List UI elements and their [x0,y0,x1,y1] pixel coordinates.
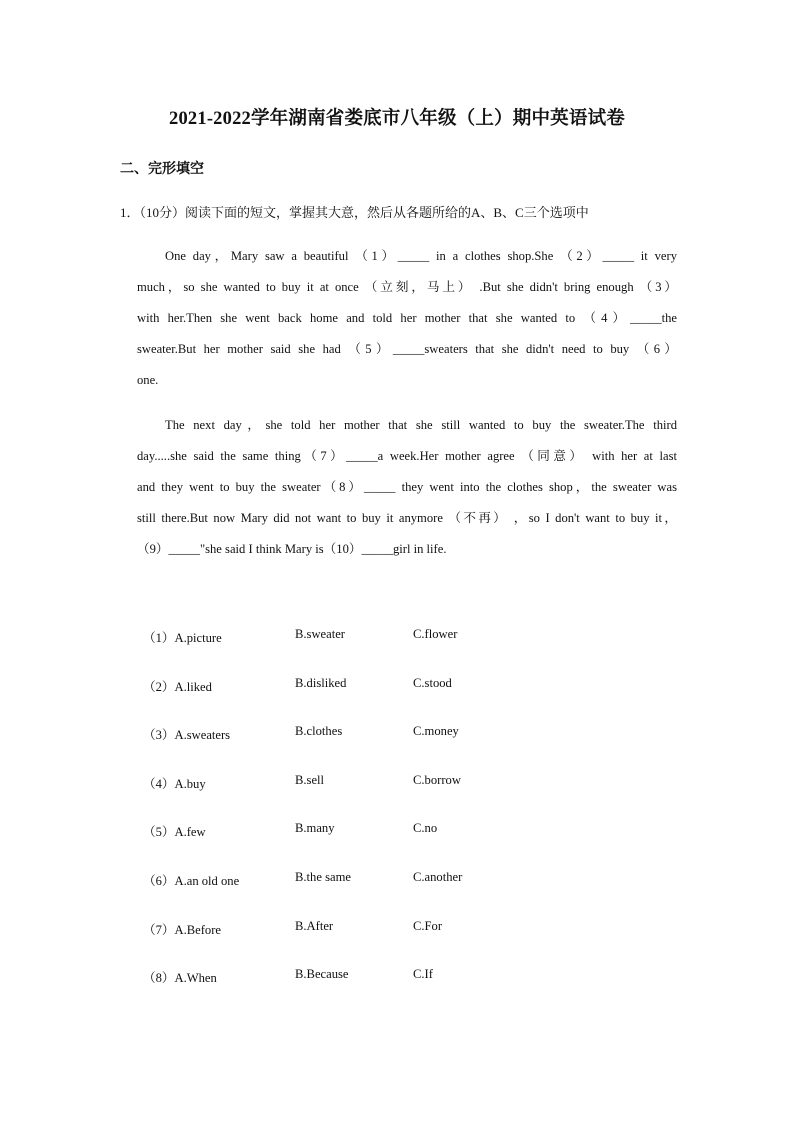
option-a: （7）A.Before [143,922,221,937]
passage-paragraph-1 [137,241,677,396]
option-a: （3）A.sweaters [143,728,231,743]
section-title: 二、完形填空 [120,162,204,177]
passage-line: sweater.But her mother said she had （5）_____sweaters that she didn't need to buy （6） [137,342,677,356]
passage-paragraph-2 [137,410,677,565]
option-c: C.stood [413,675,452,690]
option-row [143,967,533,1016]
option-b: B.Because [295,967,349,982]
option-b: B.sweater [295,627,346,641]
option-b: B.clothes [295,724,343,739]
option-row [143,919,533,968]
option-a: （5）A.few [143,825,206,840]
option-b: B.the same [295,869,351,884]
answer-options [143,627,533,1016]
option-c: C.borrow [413,772,461,787]
passage-line: The next day，she told her mother that she still wanted to buy the sweater.The third [165,418,677,432]
passage-line: with her.Then she went back home and told her mother that she wanted to （4）_____the [137,311,677,325]
option-c: C.no [413,821,438,836]
option-a: （4）A.buy [143,776,206,791]
option-c: C.another [413,869,463,884]
option-row [143,773,533,822]
option-c: C.money [413,724,459,739]
option-c: C.flower [413,627,458,641]
option-a: （1）A.picture [143,631,222,645]
passage-line: day.....she said the same thing（7）_____a week.Her mother agree （同意） with her at last [137,449,677,463]
option-b: B.sell [295,772,325,787]
option-c: C.If [413,967,433,982]
option-row [143,724,533,773]
option-a: （8）A.When [143,971,217,986]
passage-line: much，so she wanted to buy it at once （立刻，马上） .But she didn't bring enough （3） [137,280,677,294]
question-stem: 1．（10分）阅读下面的短文，掌握其大意，然后从各题所给的A、B、C三个选项中 [120,205,589,220]
page-title: 2021-2022学年湖南省娄底市八年级（上）期中英语试卷 [169,109,625,129]
option-row [143,627,533,676]
option-row [143,870,533,919]
passage-line: （9）_____"she said I think Mary is（10）_____girl in life. [137,542,447,556]
option-row [143,821,533,870]
option-b: B.many [295,821,335,836]
option-row [143,676,533,725]
option-b: B.After [295,918,334,933]
option-a: （2）A.liked [143,679,212,694]
passage-line: still there.But now Mary did not want to buy it anymore （不再） ，so I don't want to buy it， [137,511,677,525]
passage-line: and they went to buy the sweater（8）_____ they went into the clothes shop，the sweater was [137,480,677,494]
passage-line: one. [137,373,159,387]
passage-line: One day，Mary saw a beautiful （1）_____ in a clothes shop.She （2）_____ it very [165,249,677,263]
option-a: （6）A.an old one [143,873,240,888]
option-c: C.For [413,918,443,933]
option-b: B.disliked [295,675,347,690]
